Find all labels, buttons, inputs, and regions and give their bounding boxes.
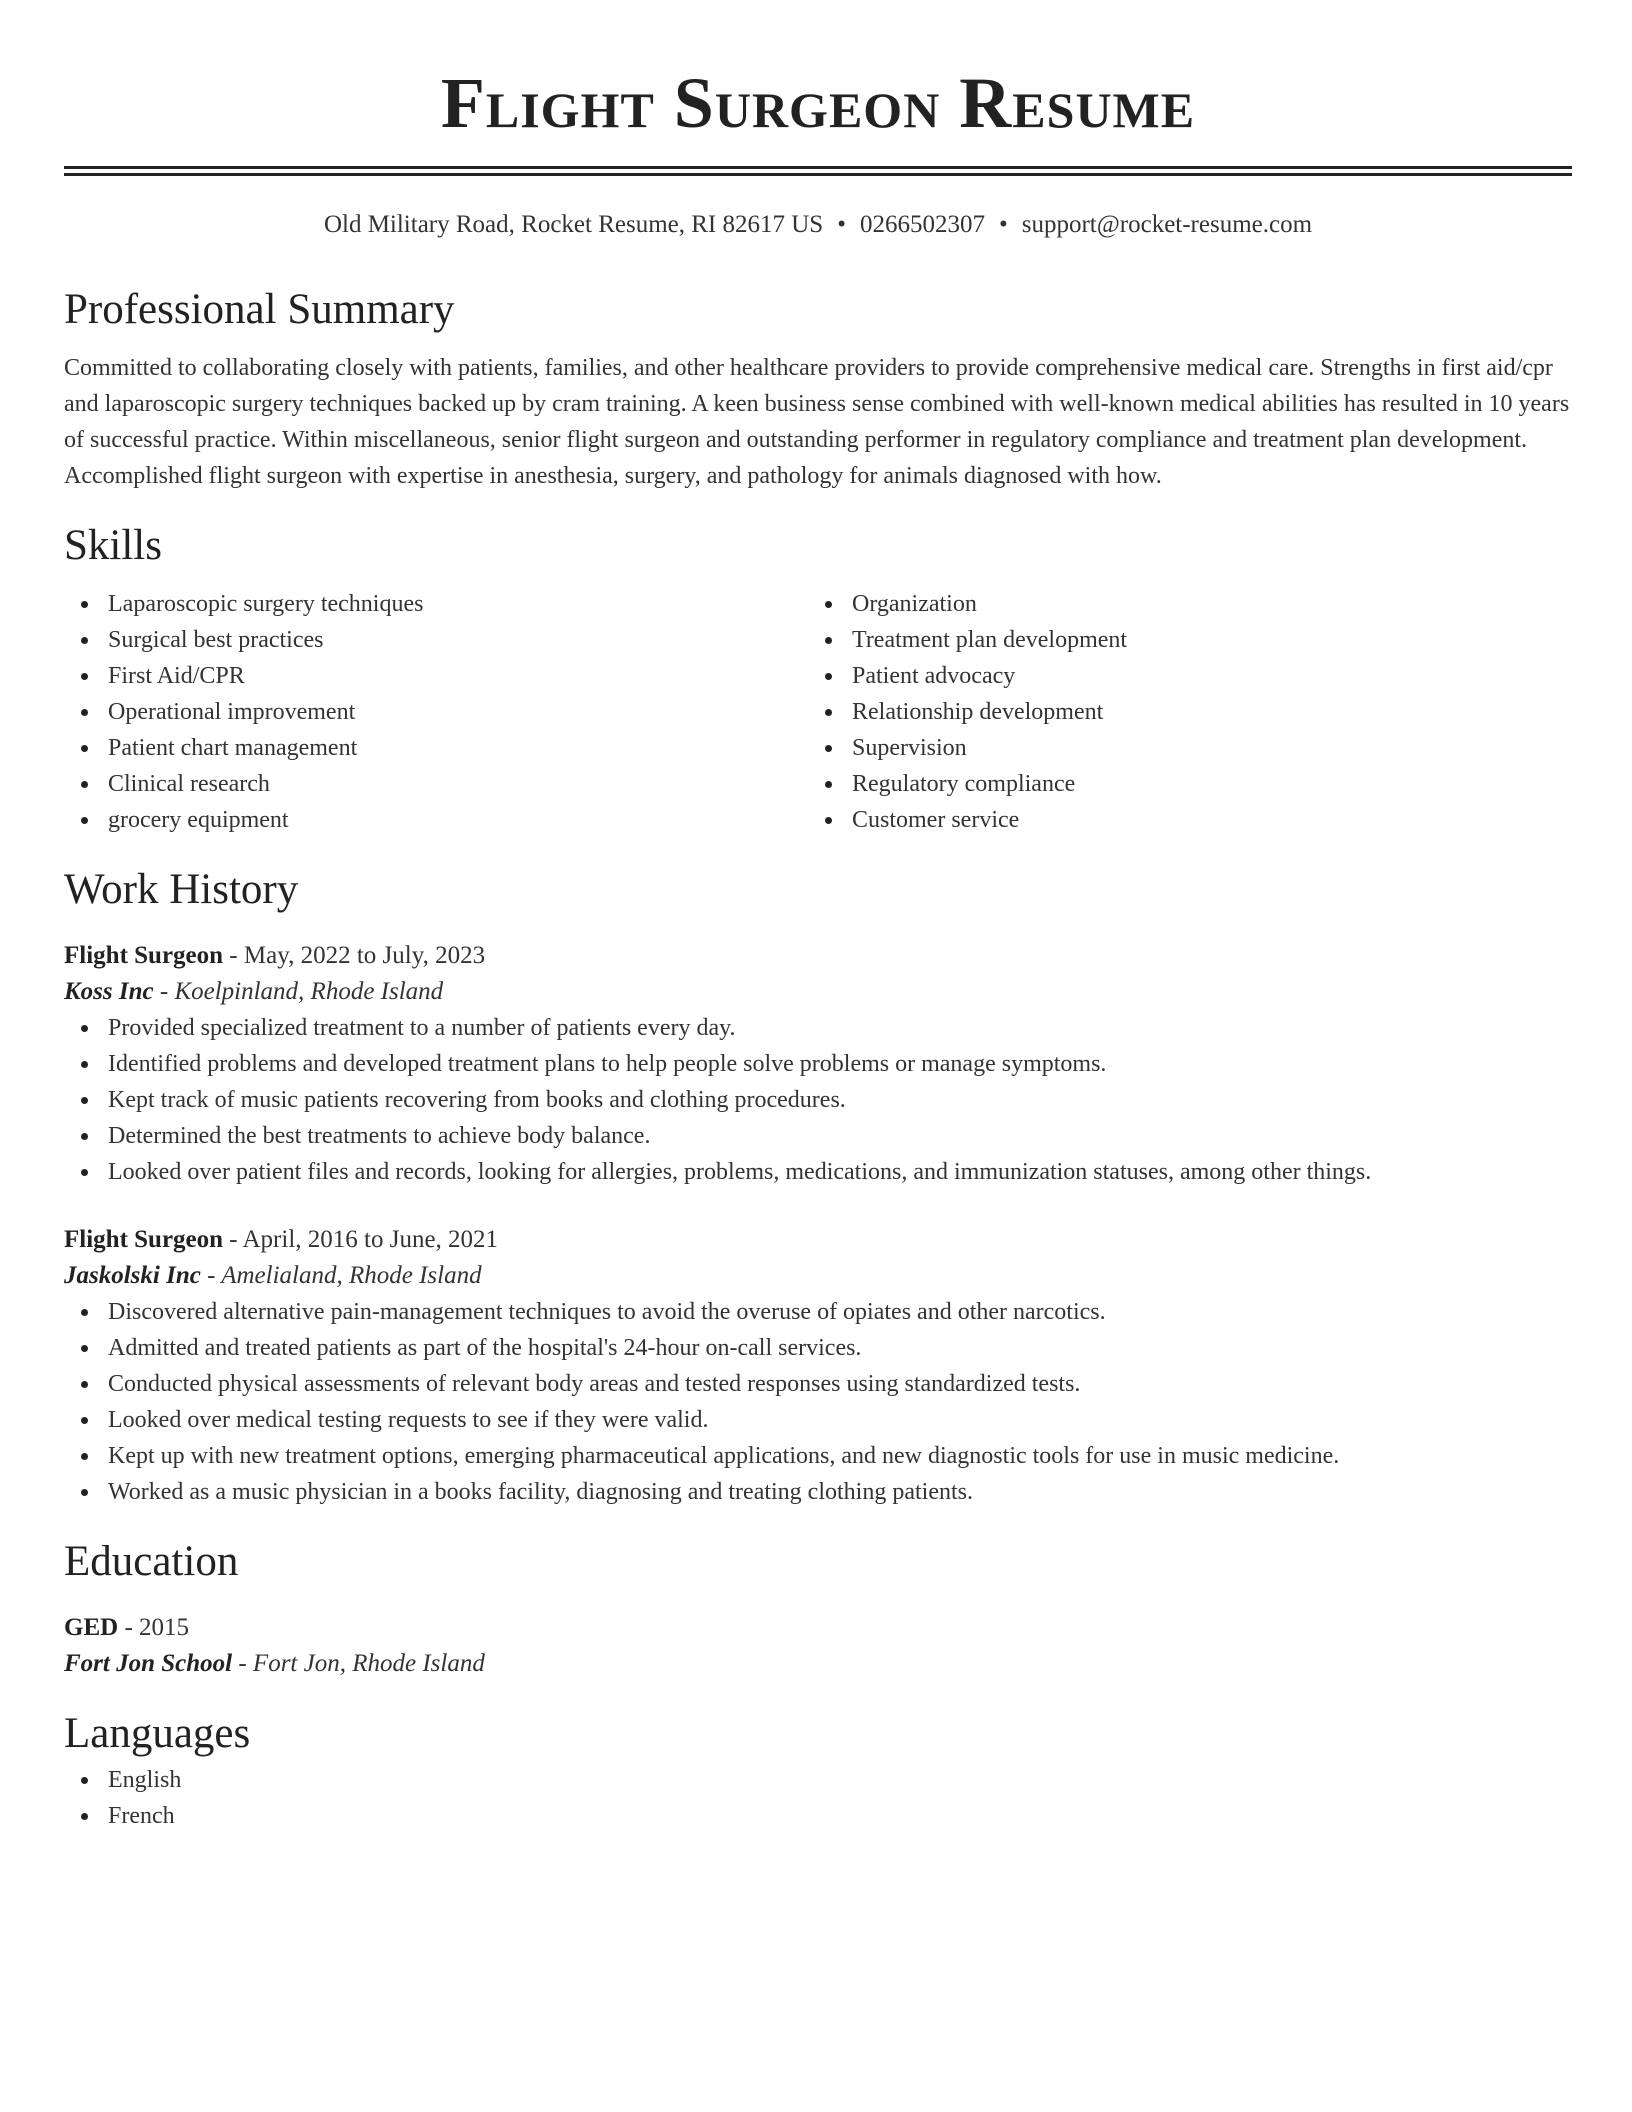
skills-columns	[64, 586, 1572, 838]
job-entry	[64, 1222, 1572, 1510]
language-item: English	[64, 1762, 1572, 1798]
contact-separator: •	[998, 211, 1008, 238]
job-duty: Provided specialized treatment to a number of patients every day.	[64, 1010, 1572, 1046]
skill-item: Laparoscopic surgery techniques	[64, 586, 808, 622]
contact-phone: 0266502307	[859, 211, 985, 238]
job-title-line	[64, 1222, 1572, 1258]
skill-item: Patient chart management	[64, 730, 808, 766]
job-duty: Looked over medical testing requests to see if they were valid.	[64, 1402, 1572, 1438]
resume-title: Flight Surgeon Resume	[440, 63, 1196, 143]
job-entry	[64, 938, 1572, 1190]
job-dates: - April, 2016 to June, 2021	[223, 1226, 499, 1253]
summary-heading: Professional Summary	[64, 286, 455, 333]
languages-heading: Languages	[64, 1710, 251, 1757]
contact-email: support@rocket-resume.com	[1021, 211, 1313, 238]
languages-list	[64, 1762, 1572, 1834]
skill-item: Supervision	[808, 730, 1552, 766]
job-title: Flight Surgeon	[64, 942, 224, 969]
skills-list-right	[808, 586, 1552, 838]
employer-name: Koss Inc	[64, 978, 154, 1005]
job-dates: - May, 2022 to July, 2023	[223, 942, 486, 969]
skill-item: Surgical best practices	[64, 622, 808, 658]
skill-item: Clinical research	[64, 766, 808, 802]
work-history-heading: Work History	[64, 866, 299, 913]
school-location: - Fort Jon, Rhode Island	[232, 1650, 485, 1677]
job-duty: Determined the best treatments to achieve body balance.	[64, 1118, 1572, 1154]
resume-page	[64, 0, 1572, 1834]
skill-item: Patient advocacy	[808, 658, 1552, 694]
job-duty: Identified problems and developed treatment plans to help people solve problems or manage symptoms.	[64, 1046, 1572, 1082]
skill-item: Customer service	[808, 802, 1552, 838]
skills-heading: Skills	[64, 522, 162, 569]
contact-separator: •	[837, 211, 846, 238]
job-title: Flight Surgeon	[64, 1226, 224, 1253]
job-duty: Kept up with new treatment options, emerging pharmaceutical applications, and new diagnostic tools for use in music medicine.	[64, 1438, 1572, 1474]
degree-year: - 2015	[118, 1614, 190, 1641]
job-duty: Looked over patient files and records, looking for allergies, problems, medications, and immunization statuses, among other things.	[64, 1154, 1572, 1190]
degree-line	[64, 1610, 1572, 1646]
contact-address: Old Military Road, Rocket Resume, RI 82617 US	[323, 211, 824, 238]
job-duty: Conducted physical assessments of relevant body areas and tested responses using standardized tests.	[64, 1366, 1572, 1402]
skills-list-left	[64, 586, 808, 838]
summary-text: Committed to collaborating closely with patients, families, and other healthcare providers to provide comprehensive medical care. Strengths in first aid/cpr and laparoscopic surgery techniques backed up by cram training. A keen business sense combined with well-known medical abilities has resulted in 10 years of successful practice. Within miscellaneous, senior flight surgeon and outstanding performer in regulatory compliance and treatment plan development. Accomplished flight surgeon with expertise in anesthesia, surgery, and pathology for animals diagnosed with how.	[64, 355, 1570, 489]
title-divider	[64, 166, 1572, 176]
skill-item: Treatment plan development	[808, 622, 1552, 658]
degree-name: GED	[64, 1614, 119, 1641]
job-duty: Admitted and treated patients as part of the hospital's 24-hour on-call services.	[64, 1330, 1572, 1366]
employer-location: - Amelialand, Rhode Island	[200, 1262, 482, 1289]
language-item: French	[64, 1798, 1572, 1834]
skill-item: Organization	[808, 586, 1552, 622]
skill-item: Relationship development	[808, 694, 1552, 730]
skill-item: First Aid/CPR	[64, 658, 808, 694]
job-duty: Kept track of music patients recovering from books and clothing procedures.	[64, 1082, 1572, 1118]
education-heading: Education	[64, 1538, 239, 1585]
skill-item: Operational improvement	[64, 694, 808, 730]
job-duties-list	[64, 1010, 1572, 1190]
skill-item: grocery equipment	[64, 802, 808, 838]
employer-line	[64, 1258, 1572, 1294]
job-title-line	[64, 938, 1572, 974]
employer-name: Jaskolski Inc	[64, 1262, 201, 1289]
job-duty: Discovered alternative pain-management techniques to avoid the overuse of opiates and other narcotics.	[64, 1294, 1572, 1330]
employer-line	[64, 974, 1572, 1010]
employer-location: - Koelpinland, Rhode Island	[153, 978, 444, 1005]
school-name: Fort Jon School	[64, 1650, 233, 1677]
skill-item: Regulatory compliance	[808, 766, 1552, 802]
job-duties-list	[64, 1294, 1572, 1510]
job-duty: Worked as a music physician in a books facility, diagnosing and treating clothing patients.	[64, 1474, 1572, 1510]
school-line	[64, 1646, 1572, 1682]
contact-line	[64, 208, 1572, 242]
